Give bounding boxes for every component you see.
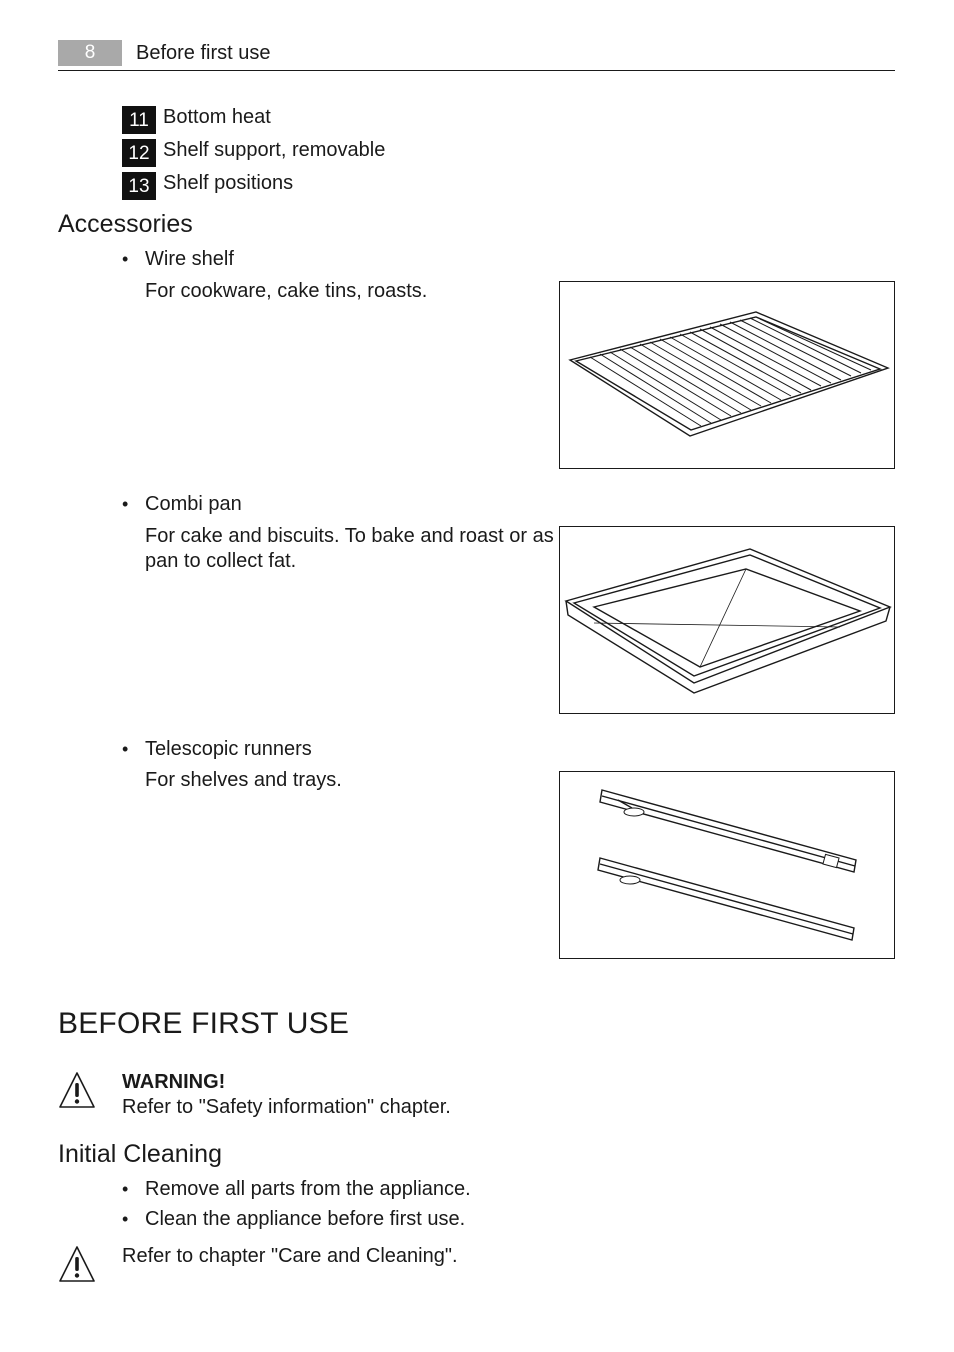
bullet-dot: •	[122, 1209, 129, 1229]
running-header: Before first use	[136, 42, 271, 64]
header-divider	[58, 70, 895, 71]
warning-triangle-icon	[58, 1070, 96, 1110]
accessory-description: For shelves and trays.	[145, 769, 342, 791]
legend-item-label: Shelf positions	[163, 172, 294, 194]
accessory-title: Combi pan	[145, 493, 242, 515]
bullet-dot: •	[122, 494, 129, 514]
accessory-title: Wire shelf	[145, 248, 234, 270]
chapter-heading: BEFORE FIRST USE	[58, 1007, 350, 1040]
page-number: 8	[58, 40, 122, 66]
bullet-dot: •	[122, 1179, 129, 1199]
wire-shelf-drawing	[560, 282, 894, 468]
legend-number-badge: 12	[122, 139, 156, 167]
warning-title: WARNING!	[122, 1071, 226, 1093]
accessory-title: Telescopic runners	[145, 738, 312, 760]
cleaning-step: Clean the appliance before first use.	[145, 1208, 466, 1230]
legend-number-badge: 11	[122, 106, 156, 134]
accessory-description: For cookware, cake tins, roasts.	[145, 280, 428, 302]
bullet-dot: •	[122, 249, 129, 269]
wire-shelf-illustration	[559, 281, 895, 469]
cleaning-step: Remove all parts from the appliance.	[145, 1178, 471, 1200]
warning-text: Refer to "Safety information" chapter.	[122, 1096, 451, 1118]
legend-item-label: Bottom heat	[163, 106, 271, 128]
telescopic-runners-drawing	[560, 772, 894, 958]
combi-pan-drawing	[560, 527, 894, 713]
accessory-description: For cake and biscuits. To bake and roast or as	[145, 525, 554, 547]
telescopic-runners-illustration	[559, 771, 895, 959]
note-text: Refer to chapter "Care and Cleaning".	[122, 1245, 458, 1267]
combi-pan-illustration	[559, 526, 895, 714]
legend-item-label: Shelf support, removable	[163, 139, 386, 161]
bullet-dot: •	[122, 739, 129, 759]
legend-number-badge: 13	[122, 172, 156, 200]
initial-cleaning-heading: Initial Cleaning	[58, 1140, 222, 1168]
accessory-description: pan to collect fat.	[145, 550, 297, 572]
accessories-heading: Accessories	[58, 210, 193, 238]
warning-triangle-icon	[58, 1244, 96, 1284]
